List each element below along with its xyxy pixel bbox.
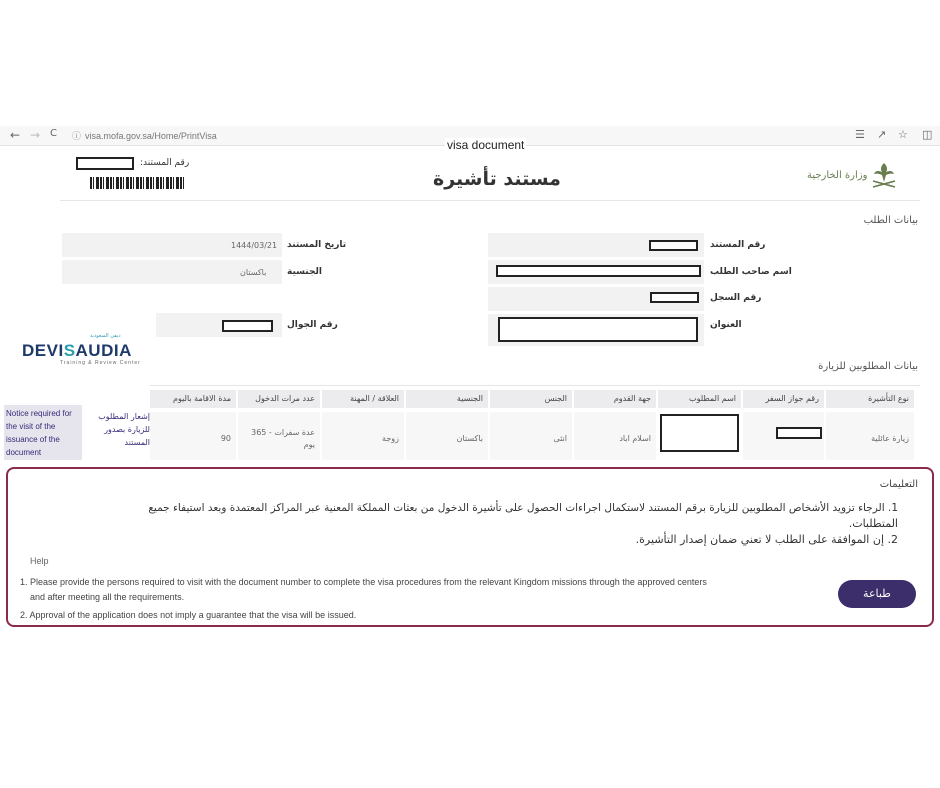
cell-gender: انثى <box>490 412 572 460</box>
instruction-ar-2: 2. إن الموافقة على الطلب لا تعني ضمان إصدار التأشيرة. <box>635 533 898 546</box>
col-gender: الجنس <box>490 390 572 408</box>
record-label: رقم السجل <box>710 293 762 303</box>
redacted-record-number <box>650 292 699 303</box>
bookmark-star-icon[interactable]: ☆ <box>898 128 908 141</box>
notice-arabic-link[interactable]: إشعار المطلوب للزيارة بصدور المستند <box>98 412 150 447</box>
back-icon[interactable]: ← <box>10 128 21 142</box>
applicant-label: اسم صاحب الطلب <box>710 267 792 277</box>
logo-word-right: AUDIA <box>75 341 132 360</box>
visitors-divider <box>150 385 920 386</box>
site-info-icon[interactable]: ⓘ <box>72 131 82 141</box>
cell-nationality: باكستان <box>406 412 488 460</box>
cell-relation: زوجة <box>322 412 404 460</box>
address-bar[interactable] <box>72 129 217 142</box>
col-arrival: جهة القدوم <box>574 390 656 408</box>
nationality-label: الجنسية <box>287 267 322 277</box>
instructions-panel <box>6 467 934 627</box>
instruction-en-1-cont: and after meeting all the requirements. <box>30 592 185 602</box>
reload-icon[interactable]: C <box>50 128 57 139</box>
translate-icon[interactable]: ☰ <box>855 128 865 141</box>
cell-entries: عدة سفرات - 365 يوم <box>238 412 320 460</box>
redacted-mobile <box>222 320 273 332</box>
redacted-address <box>498 317 698 342</box>
redacted-applicant-name <box>496 265 701 277</box>
instruction-en-1: 1. Please provide the persons required to visit with the document number to complete the visa procedures from the relevant Kingdom missions through the approved centers <box>20 577 707 587</box>
mobile-label: رقم الجوال <box>287 320 338 330</box>
ministry-logo-text: وزارة الخارجية <box>807 170 868 181</box>
devisaudia-logo <box>0 311 156 369</box>
col-entries: عدد مرات الدخول <box>238 390 320 408</box>
cell-visa-type: زيارة عائلية <box>826 412 914 460</box>
cell-stay-days: 90 <box>150 412 236 460</box>
redacted-visitor-name <box>660 414 739 452</box>
logo-arabic-text: ديفي السعودية <box>90 333 121 339</box>
col-stay-days: مدة الاقامة باليوم <box>150 390 236 408</box>
instruction-ar-1-cont: المتطلبات. <box>848 517 898 530</box>
redacted-doc-number-field <box>649 240 698 251</box>
col-visa-type: نوع التأشيرة <box>826 390 914 408</box>
col-relation: العلاقة / المهنة <box>322 390 404 408</box>
request-section-title: بيانات الطلب <box>863 215 918 226</box>
nationality-value: باكستان <box>240 268 267 277</box>
col-passport: رقم جواز السفر <box>743 390 824 408</box>
print-button[interactable]: طباعة <box>838 580 916 608</box>
doc-number-label: رقم المستند: <box>140 158 190 168</box>
redacted-doc-number <box>76 157 134 170</box>
header-divider <box>60 200 920 201</box>
col-name: اسم المطلوب <box>658 390 741 408</box>
notice-english-label: Notice required for the visit of the issuance of the document <box>4 405 82 460</box>
sidebar-icon[interactable]: ◫ <box>922 128 933 141</box>
forward-icon[interactable]: → <box>30 128 41 142</box>
doc-date-value: 1444/03/21 <box>231 241 278 250</box>
page-title: مستند تأشيرة <box>433 168 561 190</box>
instruction-ar-1: 1. الرجاء تزويد الأشخاص المطلوبين للزيارة برقم المستند لاستكمال اجراءات الحصول على تأشيرة الدخول من بعثات المملكة المعنية عبر المراكز المعتمدة وبعد استيفاء جميع <box>148 502 898 514</box>
logo-wordmark <box>22 341 132 361</box>
redacted-passport <box>776 427 822 439</box>
share-icon[interactable]: ↗ <box>877 128 887 141</box>
barcode <box>90 177 186 189</box>
logo-subtitle: Training & Review Center <box>60 360 141 366</box>
saudi-emblem-icon <box>868 160 900 192</box>
address-label: العنوان <box>710 320 742 330</box>
help-heading: Help <box>30 556 49 566</box>
url-text: visa.mofa.gov.sa/Home/PrintVisa <box>85 131 217 141</box>
col-nationality: الجنسية <box>406 390 488 408</box>
cell-arrival: اسلام اباد <box>574 412 656 460</box>
doc-number-field-label: رقم المستند <box>710 240 766 250</box>
logo-word-left: DEVI <box>22 341 64 360</box>
doc-date-label: تاريخ المستند <box>287 240 347 250</box>
caption: visa document <box>447 138 525 152</box>
instructions-title: التعليمات <box>879 479 918 490</box>
visitors-section-title: بيانات المطلوبين للزيارة <box>818 361 918 372</box>
instruction-en-2: 2. Approval of the application does not imply a guarantee that the visa will be issued. <box>20 610 357 620</box>
logo-letter-s: S <box>63 341 76 360</box>
